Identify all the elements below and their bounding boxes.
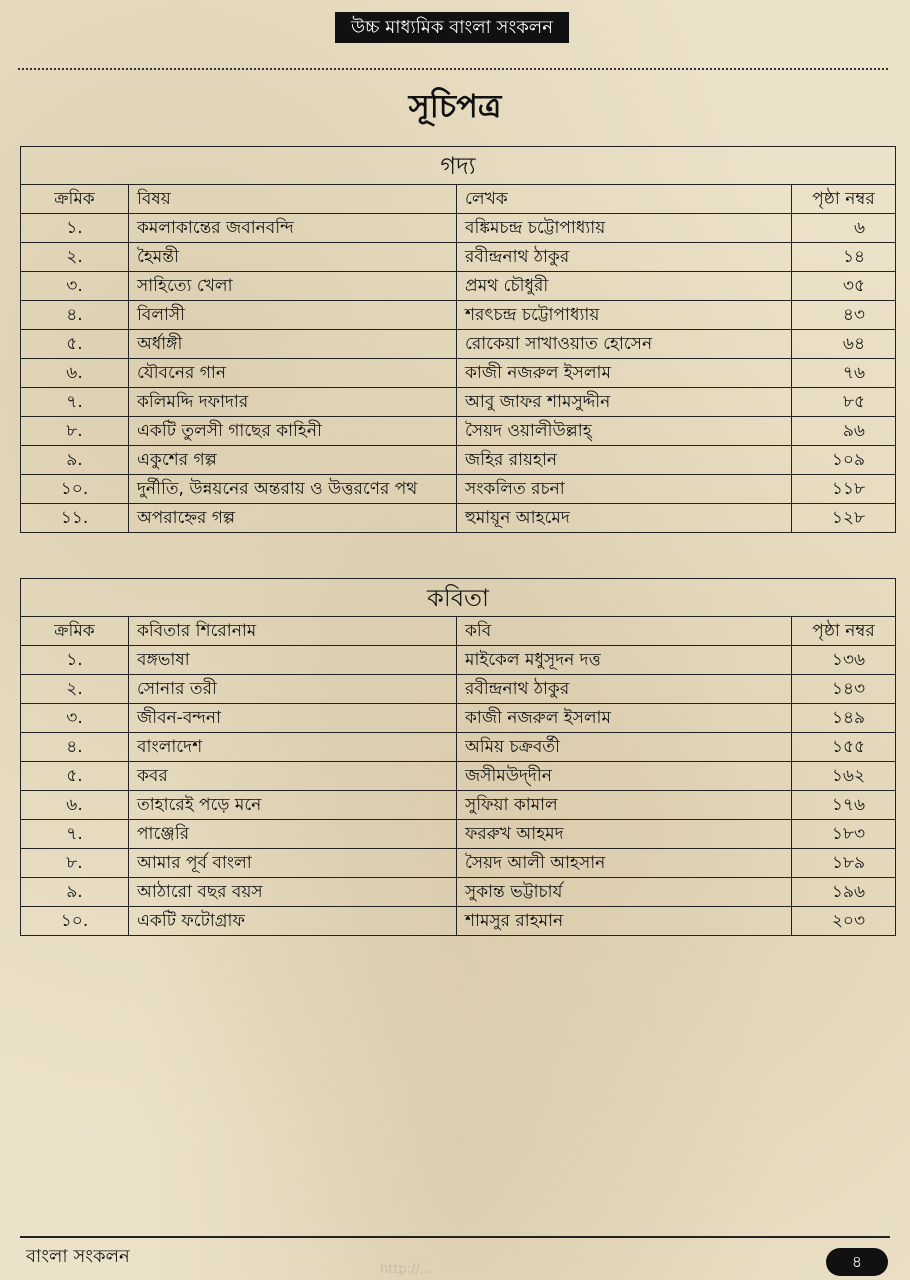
- row-page: ১৪৯: [792, 704, 896, 733]
- row-author: অমিয় চক্রবর্তী: [457, 733, 792, 762]
- row-page: ৬৪: [792, 330, 896, 359]
- row-title: তাহারেই পড়ে মনে: [129, 791, 457, 820]
- row-title: আমার পূর্ব বাংলা: [129, 849, 457, 878]
- row-title: হৈমন্তী: [129, 243, 457, 272]
- row-page: ১৮৯: [792, 849, 896, 878]
- row-page: ১৪: [792, 243, 896, 272]
- row-serial: ৭.: [21, 388, 129, 417]
- row-serial: ৯.: [21, 878, 129, 907]
- row-author: কাজী নজরুল ইসলাম: [457, 704, 792, 733]
- row-page: ১৯৬: [792, 878, 896, 907]
- row-serial: ৪.: [21, 301, 129, 330]
- table-row: [21, 475, 896, 504]
- row-title: বিলাসী: [129, 301, 457, 330]
- page-number-badge: ৪: [826, 1248, 888, 1276]
- table-row: [21, 646, 896, 675]
- row-serial: ৫.: [21, 762, 129, 791]
- table-row: [21, 704, 896, 733]
- row-page: ১৩৬: [792, 646, 896, 675]
- row-author: জসীমউদ্‌দীন: [457, 762, 792, 791]
- footer-divider: [20, 1236, 890, 1238]
- col-header-author: লেখক: [457, 185, 792, 214]
- row-title: একটি ফটোগ্রাফ: [129, 907, 457, 936]
- row-title: বাংলাদেশ: [129, 733, 457, 762]
- row-serial: ১০.: [21, 907, 129, 936]
- table-row: [21, 820, 896, 849]
- row-page: ১৬২: [792, 762, 896, 791]
- row-page: ১৭৬: [792, 791, 896, 820]
- table-row: [21, 359, 896, 388]
- table-row: [21, 330, 896, 359]
- table-row: [21, 243, 896, 272]
- row-author: শরৎচন্দ্র চট্টোপাধ্যায়: [457, 301, 792, 330]
- row-author: রবীন্দ্রনাথ ঠাকুর: [457, 675, 792, 704]
- row-author: প্রমথ চৌধুরী: [457, 272, 792, 301]
- row-author: ফররুখ আহমদ: [457, 820, 792, 849]
- row-title: একুশের গল্প: [129, 446, 457, 475]
- poetry-section-title: কবিতা: [21, 579, 896, 617]
- row-author: শামসুর রাহমান: [457, 907, 792, 936]
- poetry-table: [20, 578, 896, 936]
- row-serial: ২.: [21, 243, 129, 272]
- col-header-page: পৃষ্ঠা নম্বর: [792, 617, 896, 646]
- row-serial: ১.: [21, 646, 129, 675]
- row-title: বঙ্গভাষা: [129, 646, 457, 675]
- row-author: সুফিয়া কামাল: [457, 791, 792, 820]
- table-row: [21, 417, 896, 446]
- header-banner: উচ্চ মাধ্যমিক বাংলা সংকলন: [335, 12, 569, 43]
- row-title: পাঞ্জেরি: [129, 820, 457, 849]
- row-title: কমলাকান্তের জবানবন্দি: [129, 214, 457, 243]
- col-header-poet: কবি: [457, 617, 792, 646]
- row-author: জহির রায়হান: [457, 446, 792, 475]
- row-author: সৈয়দ আলী আহসান: [457, 849, 792, 878]
- row-page: ৮৫: [792, 388, 896, 417]
- footer-book-name: বাংলা সংকলন: [26, 1246, 130, 1267]
- row-page: ৯৬: [792, 417, 896, 446]
- row-serial: ৮.: [21, 417, 129, 446]
- row-page: ১৪৩: [792, 675, 896, 704]
- row-serial: ৩.: [21, 272, 129, 301]
- row-author: কাজী নজরুল ইসলাম: [457, 359, 792, 388]
- row-page: ১১৮: [792, 475, 896, 504]
- row-page: ৭৬: [792, 359, 896, 388]
- row-serial: ১০.: [21, 475, 129, 504]
- table-row: [21, 214, 896, 243]
- table-row: [21, 504, 896, 533]
- page-title: সূচিপত্র: [408, 87, 502, 125]
- watermark-text: http://...: [380, 1262, 433, 1277]
- table-row: [21, 791, 896, 820]
- prose-section-title: গদ্য: [21, 147, 896, 185]
- row-serial: ৫.: [21, 330, 129, 359]
- row-page: ১৫৫: [792, 733, 896, 762]
- header-divider: [18, 68, 888, 70]
- row-serial: ১.: [21, 214, 129, 243]
- row-title: কলিমদ্দি দফাদার: [129, 388, 457, 417]
- row-author: সংকলিত রচনা: [457, 475, 792, 504]
- row-serial: ১১.: [21, 504, 129, 533]
- row-title: যৌবনের গান: [129, 359, 457, 388]
- table-row: [21, 762, 896, 791]
- row-author: মাইকেল মধুসূদন দত্ত: [457, 646, 792, 675]
- col-header-subject: বিষয়: [129, 185, 457, 214]
- table-row: [21, 272, 896, 301]
- row-serial: ৬.: [21, 791, 129, 820]
- row-title: কবর: [129, 762, 457, 791]
- col-header-page: পৃষ্ঠা নম্বর: [792, 185, 896, 214]
- row-author: হুমায়ূন আহমেদ: [457, 504, 792, 533]
- row-serial: ৮.: [21, 849, 129, 878]
- row-title: জীবন-বন্দনা: [129, 704, 457, 733]
- row-page: ১০৯: [792, 446, 896, 475]
- col-header-serial: ক্রমিক: [21, 185, 129, 214]
- row-page: ১৮৩: [792, 820, 896, 849]
- col-header-serial: ক্রমিক: [21, 617, 129, 646]
- table-row: [21, 878, 896, 907]
- table-row: [21, 849, 896, 878]
- row-page: ৪৩: [792, 301, 896, 330]
- table-row: [21, 733, 896, 762]
- row-serial: ৪.: [21, 733, 129, 762]
- row-serial: ৭.: [21, 820, 129, 849]
- row-title: অর্ধাঙ্গী: [129, 330, 457, 359]
- table-row: [21, 675, 896, 704]
- table-row: [21, 907, 896, 936]
- row-title: অপরাহ্নের গল্প: [129, 504, 457, 533]
- row-page: ১২৮: [792, 504, 896, 533]
- col-header-poem-title: কবিতার শিরোনাম: [129, 617, 457, 646]
- row-page: ৬: [792, 214, 896, 243]
- row-author: রোকেয়া সাখাওয়াত হোসেন: [457, 330, 792, 359]
- table-row: [21, 446, 896, 475]
- row-title: সাহিত্যে খেলা: [129, 272, 457, 301]
- row-title: আঠারো বছর বয়স: [129, 878, 457, 907]
- row-serial: ২.: [21, 675, 129, 704]
- row-serial: ৬.: [21, 359, 129, 388]
- row-title: দুর্নীতি, উন্নয়নের অন্তরায় ও উত্তরণের পথ: [129, 475, 457, 504]
- row-title: একটি তুলসী গাছের কাহিনী: [129, 417, 457, 446]
- row-author: রবীন্দ্রনাথ ঠাকুর: [457, 243, 792, 272]
- row-title: সোনার তরী: [129, 675, 457, 704]
- row-author: সৈয়দ ওয়ালীউল্লাহ্‌: [457, 417, 792, 446]
- table-row: [21, 301, 896, 330]
- row-serial: ৯.: [21, 446, 129, 475]
- prose-table: [20, 146, 896, 533]
- row-serial: ৩.: [21, 704, 129, 733]
- row-page: ২০৩: [792, 907, 896, 936]
- table-row: [21, 388, 896, 417]
- row-author: বঙ্কিমচন্দ্র চট্টোপাধ্যায়: [457, 214, 792, 243]
- row-author: আবু জাফর শামসুদ্দীন: [457, 388, 792, 417]
- row-page: ৩৫: [792, 272, 896, 301]
- row-author: সুকান্ত ভট্টাচার্য: [457, 878, 792, 907]
